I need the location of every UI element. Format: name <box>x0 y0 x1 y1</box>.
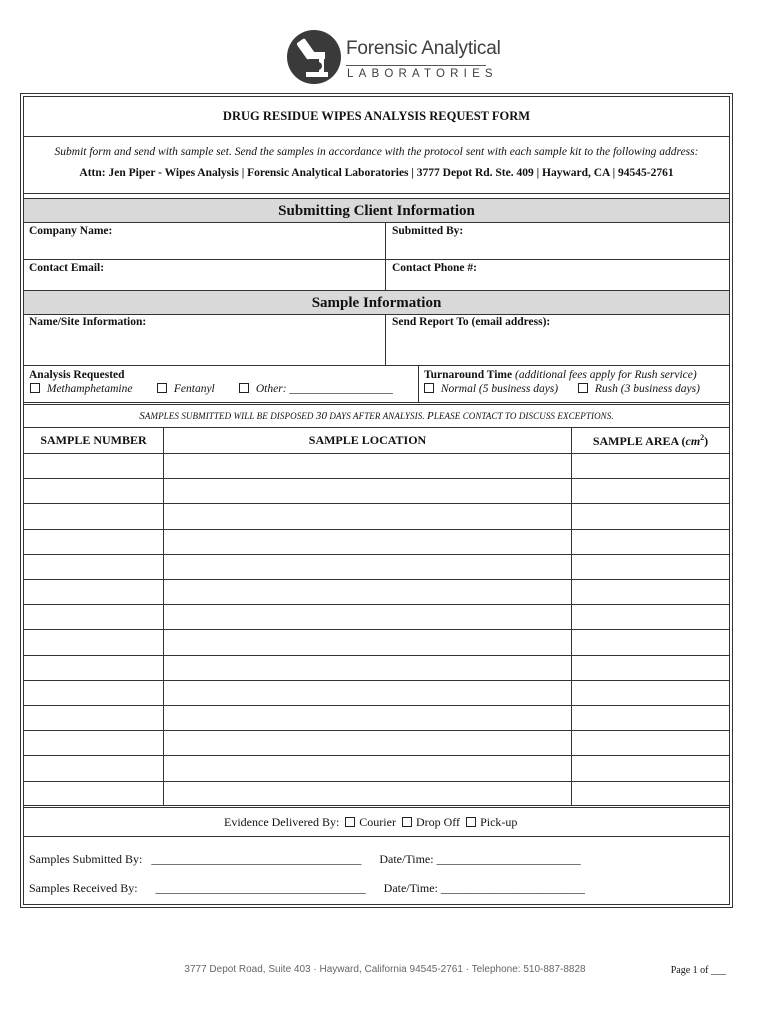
sample-number-cell[interactable] <box>24 479 163 502</box>
col-sample-number: SAMPLE NUMBER <box>40 433 147 447</box>
submitted-by-row <box>29 852 581 867</box>
submitted-date-label: Date/Time: <box>379 852 434 866</box>
option-label: Other: __________________ <box>255 383 393 395</box>
option-label: Methamphetamine <box>46 383 133 395</box>
checkbox-pick-up[interactable] <box>466 817 476 827</box>
option-pick-up: Pick-up <box>480 815 518 829</box>
divider <box>23 807 730 808</box>
sample-area-cell[interactable] <box>572 706 729 729</box>
submitted-date-field[interactable]: ________________________ <box>436 852 581 866</box>
client-section-heading: Submitting Client Information <box>24 199 729 222</box>
sample-number-cell[interactable] <box>24 504 163 527</box>
sample-section-heading: Sample Information <box>24 291 729 314</box>
sample-number-cell[interactable] <box>24 555 163 578</box>
samples-submitted-label: Samples Submitted By: <box>29 852 143 866</box>
sample-location-cell[interactable] <box>164 706 571 729</box>
col-sample-area <box>572 433 729 449</box>
note-part: AMPLES SUBMITTED WILL BE DISPOSED <box>144 411 316 421</box>
sample-location-cell[interactable] <box>164 782 571 805</box>
sample-location-cell[interactable] <box>164 580 571 603</box>
sample-number-cell[interactable] <box>24 756 163 779</box>
analysis-option-other[interactable] <box>239 383 393 395</box>
sample-number-cell[interactable] <box>24 681 163 704</box>
col-area-close: ) <box>704 434 709 448</box>
sample-number-cell[interactable] <box>24 706 163 729</box>
received-date-field[interactable]: ________________________ <box>440 881 585 895</box>
sample-number-cell[interactable] <box>24 530 163 553</box>
report-email-label: Send Report To (email address): <box>392 316 551 328</box>
col-area-exponent: 2 <box>700 433 705 442</box>
divider <box>23 427 730 428</box>
received-date-label: Date/Time: <box>383 881 438 895</box>
instructions: Submit form and send with sample set. Send the samples in accordance with the protocol sent with each sample kit to the following address: <box>54 146 699 158</box>
sample-location-cell[interactable] <box>164 630 571 653</box>
sample-number-cell[interactable] <box>24 454 163 477</box>
submitted-by-field[interactable] <box>386 238 729 258</box>
divider <box>23 136 730 137</box>
contact-email-label: Contact Email: <box>29 262 105 274</box>
sample-area-cell[interactable] <box>572 530 729 553</box>
note-part: P <box>427 410 434 422</box>
divider <box>23 836 730 837</box>
report-email-field[interactable] <box>386 331 729 363</box>
sample-area-cell[interactable] <box>572 555 729 578</box>
divider <box>23 805 730 806</box>
logo-divider <box>346 65 486 66</box>
col-area-unit: cm <box>685 434 701 448</box>
disposal-note <box>23 410 730 422</box>
sample-area-cell[interactable] <box>572 782 729 805</box>
sample-location-cell[interactable] <box>164 756 571 779</box>
samples-received-field[interactable]: ___________________________________ <box>155 881 366 895</box>
form-title: DRUG RESIDUE WIPES ANALYSIS REQUEST FORM <box>222 109 531 123</box>
checkbox[interactable] <box>30 383 40 393</box>
sample-location-cell[interactable] <box>164 731 571 754</box>
received-by-row <box>29 881 585 896</box>
turnaround-option-normal[interactable] <box>424 383 558 395</box>
sample-number-cell[interactable] <box>24 605 163 628</box>
divider <box>23 314 730 315</box>
sample-location-cell[interactable] <box>164 656 571 679</box>
divider <box>23 193 730 194</box>
sample-area-cell[interactable] <box>572 504 729 527</box>
option-drop-off: Drop Off <box>415 815 461 829</box>
sample-area-cell[interactable] <box>572 605 729 628</box>
page-number: Page 1 of ___ <box>670 965 726 976</box>
company-name-field[interactable] <box>24 238 384 258</box>
contact-phone-label: Contact Phone #: <box>392 262 477 274</box>
divider <box>23 222 730 223</box>
footer-address: 3777 Depot Road, Suite 403 · Hayward, California 94545-2761 · Telephone: 510-887-8828 <box>184 964 586 975</box>
checkbox-courier[interactable] <box>345 817 355 827</box>
checkbox[interactable] <box>424 383 434 393</box>
turnaround-note: (additional fees apply for Rush service) <box>514 369 697 381</box>
sample-area-cell[interactable] <box>572 731 729 754</box>
sample-area-cell[interactable] <box>572 630 729 653</box>
sample-location-cell[interactable] <box>164 479 571 502</box>
sample-area-cell[interactable] <box>572 656 729 679</box>
option-label: Normal (5 business days) <box>440 383 559 395</box>
logo-name: Forensic Analytical <box>346 38 501 59</box>
contact-phone-field[interactable] <box>386 275 729 289</box>
column-divider <box>418 365 419 402</box>
note-part: DAYS AFTER ANALYSIS. <box>327 411 428 421</box>
checkbox-drop-off[interactable] <box>402 817 412 827</box>
turnaround-option-rush[interactable] <box>578 383 700 395</box>
divider <box>23 402 730 403</box>
sample-area-cell[interactable] <box>572 756 729 779</box>
sample-area-cell[interactable] <box>572 580 729 603</box>
submitted-by-label: Submitted By: <box>392 225 464 237</box>
analysis-requested-label: Analysis Requested <box>29 369 125 381</box>
samples-submitted-field[interactable]: ___________________________________ <box>151 852 362 866</box>
sample-number-cell[interactable] <box>24 630 163 653</box>
logo-subtitle: LABORATORIES <box>347 68 498 80</box>
turnaround-label <box>424 369 697 381</box>
col-area-text: SAMPLE AREA ( <box>592 434 686 448</box>
divider <box>23 404 730 405</box>
company-logo <box>287 30 501 86</box>
sample-location-cell[interactable] <box>164 605 571 628</box>
sample-number-cell[interactable] <box>24 731 163 754</box>
samples-received-label: Samples Received By: <box>29 881 138 895</box>
sample-location-cell[interactable] <box>164 504 571 527</box>
sample-location-cell[interactable] <box>164 530 571 553</box>
delivery-row <box>224 815 517 830</box>
checkbox[interactable] <box>157 383 167 393</box>
note-part: 30 <box>315 410 328 422</box>
note-part: LEASE CONTACT TO DISCUSS EXCEPTIONS. <box>433 411 614 421</box>
option-courier: Courier <box>359 815 396 829</box>
sample-area-cell[interactable] <box>572 681 729 704</box>
col-sample-location: SAMPLE LOCATION <box>308 433 427 447</box>
analysis-option-meth[interactable] <box>30 383 132 395</box>
analysis-option-fentanyl[interactable] <box>157 383 215 395</box>
sample-location-cell[interactable] <box>164 681 571 704</box>
microscope-icon <box>287 30 341 84</box>
divider <box>23 365 730 366</box>
sample-area-cell[interactable] <box>572 454 729 477</box>
divider <box>23 259 730 260</box>
sample-number-cell[interactable] <box>24 580 163 603</box>
sample-location-cell[interactable] <box>164 454 571 477</box>
option-label: Rush (3 business days) <box>594 383 700 395</box>
turnaround-title: Turnaround Time <box>424 369 513 381</box>
company-name-label: Company Name: <box>29 225 113 237</box>
checkbox[interactable] <box>578 383 588 393</box>
note-part: S <box>139 410 145 422</box>
mailing-address: Attn: Jen Piper - Wipes Analysis | Forensic Analytical Laboratories | 3777 Depot Rd. Ste. 409 | Hayward, CA | 94545-2761 <box>79 167 674 179</box>
option-label: Fentanyl <box>173 383 215 395</box>
site-info-label: Name/Site Information: <box>29 316 147 328</box>
checkbox[interactable] <box>239 383 249 393</box>
sample-area-cell[interactable] <box>572 479 729 502</box>
sample-number-cell[interactable] <box>24 782 163 805</box>
sample-location-cell[interactable] <box>164 555 571 578</box>
delivery-label: Evidence Delivered By: <box>224 815 340 829</box>
sample-number-cell[interactable] <box>24 656 163 679</box>
site-info-field[interactable] <box>24 331 384 363</box>
contact-email-field[interactable] <box>24 275 384 289</box>
